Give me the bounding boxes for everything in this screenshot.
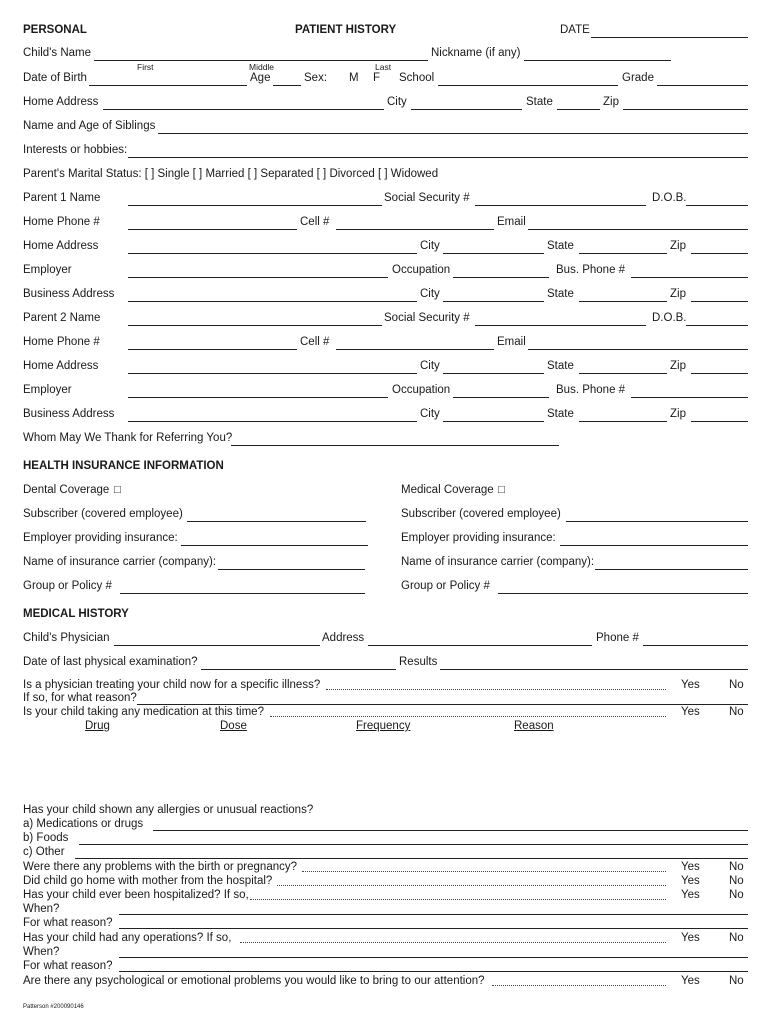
parent2-name-label: Parent 2 Name [23, 312, 101, 324]
medical-group-field[interactable] [498, 593, 748, 594]
parent1-name-label: Parent 1 Name [23, 192, 101, 204]
parent2-bus-city-label: City [420, 408, 440, 420]
parent1-state-label: State [547, 240, 574, 252]
dental-coverage-checkbox[interactable]: □ [114, 484, 121, 496]
parent1-home-phone-label: Home Phone # [23, 216, 100, 228]
child-state-field[interactable] [557, 109, 600, 110]
parent2-zip-label: Zip [670, 360, 686, 372]
physician-address-label: Address [322, 632, 365, 644]
referral-label: Whom May We Thank for Referring You? [23, 432, 233, 444]
parent2-city-label: City [420, 360, 440, 372]
parent2-bus-phone-label: Bus. Phone # [556, 384, 626, 396]
siblings-label: Name and Age of Siblings [23, 120, 156, 132]
ops-when-field[interactable] [119, 957, 748, 958]
parent2-home-phone-field[interactable] [128, 349, 297, 350]
sex-m-option[interactable]: M [349, 72, 359, 84]
col-frequency: Frequency [356, 720, 411, 732]
q-hospitalized-leader [250, 899, 666, 900]
parent1-occupation-label: Occupation [392, 264, 451, 276]
child-name-label: Child's Name [23, 47, 92, 59]
dental-coverage-label: Dental Coverage [23, 484, 110, 496]
parent2-cell-label: Cell # [300, 336, 330, 348]
physician-phone-label: Phone # [596, 632, 639, 644]
q-medication-yes[interactable]: Yes [681, 706, 700, 718]
q-birth-no[interactable]: No [729, 861, 744, 873]
middle-sublabel: Middle [249, 62, 275, 72]
dental-employer-label: Employer providing insurance: [23, 532, 178, 544]
parent1-occupation-field[interactable] [453, 277, 549, 278]
q-treating-no[interactable]: No [729, 679, 744, 691]
parent2-city-field[interactable] [443, 373, 544, 374]
parent2-name-field[interactable] [128, 325, 382, 326]
age-field[interactable] [273, 85, 301, 86]
dental-group-field[interactable] [120, 593, 365, 594]
dental-carrier-field[interactable] [218, 569, 365, 570]
q-psych-no[interactable]: No [729, 975, 744, 987]
nickname-label: Nickname (if any) [431, 47, 521, 59]
q-home-leader [277, 885, 666, 886]
parent2-employer-field[interactable] [128, 397, 388, 398]
section-personal: PERSONAL [23, 24, 87, 36]
parent2-bus-zip-label: Zip [670, 408, 686, 420]
parent2-email-field[interactable] [528, 349, 748, 350]
date-field[interactable] [591, 37, 748, 38]
dob-label: Date of Birth [23, 72, 87, 84]
parent1-employer-field[interactable] [128, 277, 388, 278]
physician-label: Child's Physician [23, 632, 110, 644]
child-home-address-field[interactable] [103, 109, 384, 110]
parent2-ssn-label: Social Security # [384, 312, 470, 324]
allergy-other-field[interactable] [75, 858, 748, 859]
medical-group-label: Group or Policy # [401, 580, 490, 592]
parent1-city-label: City [420, 240, 440, 252]
parent1-home-address-field[interactable] [128, 253, 417, 254]
parent1-city-field[interactable] [443, 253, 544, 254]
last-sublabel: Last [375, 62, 392, 72]
parent1-email-field[interactable] [528, 229, 748, 230]
hosp-when-label: When? [23, 903, 60, 915]
section-medical-history: MEDICAL HISTORY [23, 608, 129, 620]
results-label: Results [399, 656, 438, 668]
q-operations-yes[interactable]: Yes [681, 932, 700, 944]
last-exam-label: Date of last physical examination? [23, 656, 198, 668]
results-field[interactable] [440, 669, 748, 670]
parent1-ssn-field[interactable] [475, 205, 646, 206]
q-hospitalized-label: Has your child ever been hospitalized? If so, [23, 889, 249, 901]
parent2-email-label: Email [497, 336, 526, 348]
q-birth-yes[interactable]: Yes [681, 861, 700, 873]
q-allergies-label: Has your child shown any allergies or unusual reactions? [23, 804, 314, 816]
parent2-state-label: State [547, 360, 574, 372]
child-zip-label: Zip [603, 96, 619, 108]
first-sublabel: First [137, 62, 154, 72]
parent1-zip-field[interactable] [691, 253, 748, 254]
hosp-reason-field[interactable] [119, 928, 748, 929]
parent1-bus-zip-field[interactable] [691, 301, 748, 302]
parent2-bus-state-label: State [547, 408, 574, 420]
siblings-field[interactable] [158, 133, 748, 134]
ops-when-label: When? [23, 946, 60, 958]
interests-field[interactable] [128, 157, 748, 158]
parent1-business-address-field[interactable] [128, 301, 417, 302]
parent1-home-phone-field[interactable] [128, 229, 297, 230]
sex-label: Sex: [304, 72, 328, 84]
allergy-meds-label: a) Medications or drugs [23, 818, 144, 830]
form-title: PATIENT HISTORY [295, 24, 397, 36]
parent2-home-address-field[interactable] [128, 373, 417, 374]
parent1-state-field[interactable] [579, 253, 667, 254]
q-birth-leader [302, 871, 666, 872]
parent2-bus-city-field[interactable] [443, 421, 544, 422]
allergy-other-label: c) Other [23, 846, 65, 858]
dental-subscriber-label: Subscriber (covered employee) [23, 508, 183, 520]
parent2-dob-label: D.O.B. [652, 312, 687, 324]
treating-reason-field[interactable] [137, 704, 748, 705]
child-state-label: State [526, 96, 553, 108]
q-psych-label: Are there any psychological or emotional problems you would like to bring to our attention? [23, 975, 485, 987]
parent2-dob-field[interactable] [686, 325, 748, 326]
parent1-email-label: Email [497, 216, 526, 228]
treating-reason-label: If so, for what reason? [23, 692, 137, 704]
parent1-cell-label: Cell # [300, 216, 330, 228]
parent1-ssn-label: Social Security # [384, 192, 470, 204]
sex-f-option[interactable]: F [373, 72, 381, 84]
interests-label: Interests or hobbies: [23, 144, 128, 156]
col-drug: Drug [85, 720, 110, 732]
parent2-home-phone-label: Home Phone # [23, 336, 100, 348]
parent2-bus-zip-field[interactable] [691, 421, 748, 422]
parent1-name-field[interactable] [128, 205, 382, 206]
medical-coverage-checkbox[interactable]: □ [498, 484, 505, 496]
dental-group-label: Group or Policy # [23, 580, 112, 592]
col-reason: Reason [514, 720, 554, 732]
section-health-insurance: HEALTH INSURANCE INFORMATION [23, 460, 224, 472]
q-home-yes[interactable]: Yes [681, 875, 700, 887]
q-home-no[interactable]: No [729, 875, 744, 887]
grade-label: Grade [622, 72, 654, 84]
school-field[interactable] [438, 85, 618, 86]
dental-carrier-label: Name of insurance carrier (company): [23, 556, 217, 568]
medical-carrier-label: Name of insurance carrier (company): [401, 556, 595, 568]
parent1-bus-state-field[interactable] [579, 301, 667, 302]
nickname-field[interactable] [524, 60, 671, 61]
q-hospitalized-yes[interactable]: Yes [681, 889, 700, 901]
allergy-foods-label: b) Foods [23, 832, 69, 844]
parent2-business-address-label: Business Address [23, 408, 115, 420]
q-hospitalized-no[interactable]: No [729, 889, 744, 901]
parent1-business-address-label: Business Address [23, 288, 115, 300]
child-city-field[interactable] [411, 109, 522, 110]
physician-address-field[interactable] [368, 645, 592, 646]
child-city-label: City [387, 96, 407, 108]
parent2-state-field[interactable] [579, 373, 667, 374]
parent2-business-address-field[interactable] [128, 421, 417, 422]
parent1-bus-zip-label: Zip [670, 288, 686, 300]
allergy-meds-field[interactable] [153, 830, 748, 831]
parent2-employer-label: Employer [23, 384, 72, 396]
ops-reason-label: For what reason? [23, 960, 113, 972]
physician-field[interactable] [114, 645, 320, 646]
q-operations-no[interactable]: No [729, 932, 744, 944]
q-medication-leader [270, 716, 666, 717]
allergy-foods-field[interactable] [79, 844, 748, 845]
parent2-zip-field[interactable] [691, 373, 748, 374]
child-home-address-label: Home Address [23, 96, 99, 108]
q-treating-yes[interactable]: Yes [681, 679, 700, 691]
medical-employer-label: Employer providing insurance: [401, 532, 556, 544]
q-operations-label: Has your child had any operations? If so, [23, 932, 232, 944]
parent2-bus-state-field[interactable] [579, 421, 667, 422]
parent2-occupation-field[interactable] [453, 397, 549, 398]
q-psych-yes[interactable]: Yes [681, 975, 700, 987]
q-birth-label: Were there any problems with the birth or pregnancy? [23, 861, 298, 873]
medical-employer-field[interactable] [560, 545, 748, 546]
dental-employer-field[interactable] [181, 545, 368, 546]
q-treating-label: Is a physician treating your child now for a specific illness? [23, 679, 321, 691]
q-medication-no[interactable]: No [729, 706, 744, 718]
physician-phone-field[interactable] [643, 645, 748, 646]
q-operations-leader [240, 942, 666, 943]
parent1-bus-state-label: State [547, 288, 574, 300]
parent1-bus-city-label: City [420, 288, 440, 300]
q-medication-label: Is your child taking any medication at this time? [23, 706, 264, 718]
parent2-ssn-field[interactable] [475, 325, 646, 326]
parent1-zip-label: Zip [670, 240, 686, 252]
medical-subscriber-label: Subscriber (covered employee) [401, 508, 561, 520]
marital-status-options[interactable]: Parent's Marital Status: [ ] Single [ ] Married [ ] Separated [ ] Divorced [ ] Widowed [23, 168, 439, 180]
parent1-bus-phone-field[interactable] [631, 277, 748, 278]
last-exam-field[interactable] [201, 669, 396, 670]
parent1-employer-label: Employer [23, 264, 72, 276]
col-dose: Dose [220, 720, 247, 732]
parent2-occupation-label: Occupation [392, 384, 451, 396]
dental-subscriber-field[interactable] [187, 521, 366, 522]
parent1-bus-city-field[interactable] [443, 301, 544, 302]
parent2-bus-phone-field[interactable] [631, 397, 748, 398]
school-label: School [399, 72, 435, 84]
age-label: Age [250, 72, 271, 84]
ops-reason-field[interactable] [119, 971, 748, 972]
hosp-reason-label: For what reason? [23, 917, 113, 929]
date-label: DATE [560, 24, 590, 36]
medical-subscriber-field[interactable] [566, 521, 748, 522]
parent1-cell-field[interactable] [336, 229, 494, 230]
q-treating-leader [326, 689, 666, 690]
child-zip-field[interactable] [623, 109, 748, 110]
medical-carrier-field[interactable] [595, 569, 748, 570]
parent1-dob-field[interactable] [686, 205, 748, 206]
grade-field[interactable] [657, 85, 748, 86]
parent1-home-address-label: Home Address [23, 240, 99, 252]
parent2-home-address-label: Home Address [23, 360, 99, 372]
q-psych-leader [492, 985, 666, 986]
form-number: Patterson #200090146 [23, 1004, 84, 1010]
parent1-dob-label: D.O.B. [652, 192, 687, 204]
referral-field[interactable] [231, 445, 559, 446]
medical-coverage-label: Medical Coverage [401, 484, 494, 496]
dob-field[interactable] [89, 85, 247, 86]
parent1-bus-phone-label: Bus. Phone # [556, 264, 626, 276]
hosp-when-field[interactable] [119, 914, 748, 915]
q-home-label: Did child go home with mother from the hospital? [23, 875, 273, 887]
parent2-cell-field[interactable] [336, 349, 494, 350]
